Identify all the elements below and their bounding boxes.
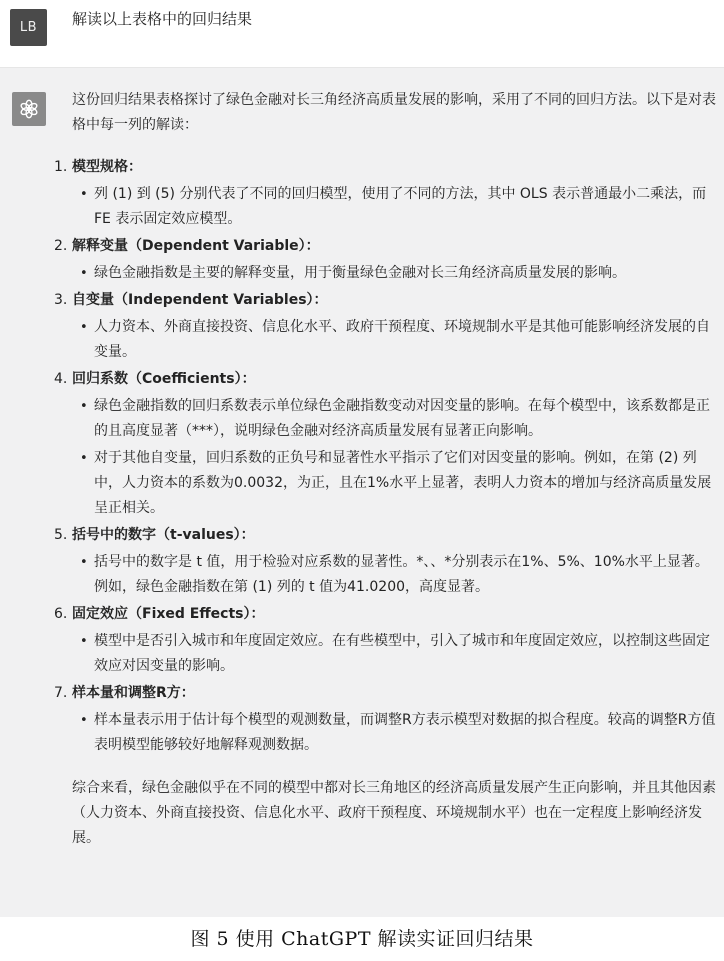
bullet-text: • 绿色金融指数的回归系数表示单位绿色金融指数变动对因变量的影响。在每个模型中，该系数都是正的且高度显著（***），说明绿色金融对经济高质量发展有显著正向影响。 [94, 394, 717, 444]
list-item [54, 367, 717, 521]
item-bullets [72, 182, 717, 232]
figure-caption: 图 5 使用 ChatGPT 解读实证回归结果 [190, 928, 534, 950]
bullet-text: • 绿色金融指数是主要的解释变量，用于衡量绿色金融对长三角经济高质量发展的影响。 [94, 261, 717, 286]
item-bullets [72, 315, 717, 365]
intro-paragraph: 这份回归结果表格探讨了绿色金融对长三角经济高质量发展的影响，采用了不同的回归方法。以下是对表格中每一列的解读： [72, 92, 716, 133]
user-message-text: 解读以上表格中的回归结果 [72, 10, 253, 28]
user-avatar: LB [10, 9, 47, 46]
item-bullets [72, 629, 717, 679]
item-number: 1. [54, 159, 68, 175]
list-item [54, 155, 717, 232]
item-title: 回归系数（Coefficients）： [72, 371, 256, 387]
item-title: 括号中的数字（t-values）： [72, 527, 255, 543]
item-bullets [72, 708, 717, 758]
item-title: 自变量（Independent Variables）： [72, 292, 328, 308]
summary-paragraph: 综合来看，绿色金融似乎在不同的模型中都对长三角地区的经济高质量发展产生正向影响，并且其他因素（人力资本、外商直接投资、信息化水平、政府干预程度、环境规制水平）也在一定程度上影响经济发展。 [72, 780, 716, 846]
item-title: 固定效应（Fixed Effects）： [72, 606, 265, 622]
list-item [54, 234, 717, 286]
list-item [54, 602, 717, 679]
list-item [54, 523, 717, 600]
explanation-list [54, 155, 717, 758]
user-message-row [0, 0, 724, 68]
bullet-text: • 对于其他自变量，回归系数的正负号和显著性水平指示了它们对因变量的影响。例如，在第 (2) 列中，人力资本的系数为0.0032，为正，且在1%水平上显著，表明人力资本的增加与经济高质量发展呈正相关。 [94, 446, 717, 521]
item-number: 5. [54, 527, 68, 543]
bullet-text: • 列 (1) 到 (5) 分别代表了不同的回归模型，使用了不同的方法，其中 OLS 表示普通最小二乘法，而 FE 表示固定效应模型。 [94, 182, 717, 232]
item-number: 3. [54, 292, 68, 308]
assistant-message-content [54, 88, 717, 851]
item-number: 2. [54, 238, 68, 254]
item-number: 4. [54, 371, 68, 387]
item-bullets [72, 394, 717, 521]
item-title: 样本量和调整R方： [72, 685, 195, 701]
item-number: 6. [54, 606, 68, 622]
list-item [54, 681, 717, 758]
item-bullets [72, 261, 717, 286]
item-bullets [72, 550, 717, 600]
list-item [54, 288, 717, 365]
item-title: 解释变量（Dependent Variable）： [72, 238, 320, 254]
bullet-text: • 人力资本、外商直接投资、信息化水平、政府干预程度、环境规制水平是其他可能影响经济发展的自变量。 [94, 315, 717, 365]
bullet-text: • 括号中的数字是 t 值，用于检验对应系数的显著性。*、、*分别表示在1%、5%、10%水平上显著。例如，绿色金融指数在第 (1) 列的 t 值为41.0200，高度显著。 [94, 550, 717, 600]
chatgpt-logo-icon [12, 92, 46, 126]
bullet-text: • 模型中是否引入城市和年度固定效应。在有些模型中，引入了城市和年度固定效应，以控制这些固定效应对因变量的影响。 [94, 629, 717, 679]
item-title: 模型规格： [72, 159, 142, 175]
item-number: 7. [54, 685, 68, 701]
bullet-text: • 样本量表示用于估计每个模型的观测数量，而调整R方表示模型对数据的拟合程度。较高的调整R方值表明模型能够较好地解释观测数据。 [94, 708, 717, 758]
assistant-message-row [0, 68, 724, 917]
